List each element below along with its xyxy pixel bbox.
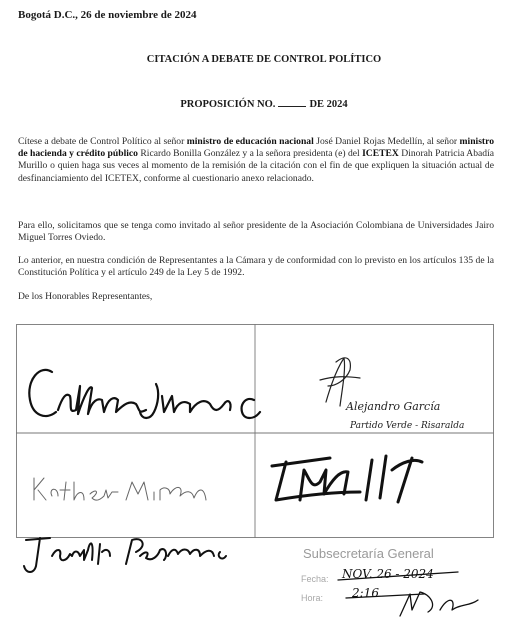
p1-text-3: Ricardo Bonilla González y a la señora presidenta (e) del [137, 148, 363, 160]
p1-text-2: José Daniel Rojas Medellín, al señor [313, 136, 460, 147]
stamp-fecha-value: NOV. 26 - 2024 [342, 567, 434, 581]
signature-alejandro-garcia [320, 358, 360, 406]
proposition-suffix: DE 2024 [309, 99, 348, 110]
proposition-prefix: PROPOSICIÓN NO. [180, 99, 276, 110]
stamp-title: Subsecretaría General [303, 546, 434, 561]
p1-bold-minister-education: ministro de educación nacional [186, 136, 314, 147]
signature-catherine-juvinao [29, 370, 260, 418]
p1-text-1: Cítese a debate de Control Político al señor [18, 136, 187, 147]
paragraph-invitation: Para ello, solicitamos que se tenga como invitado al señor presidente de la Asociación Colombiana de Universidades Jairo Miguel Torres Oviedo. [18, 220, 494, 244]
p1-bold-icetex: ICETEX [362, 148, 399, 160]
signature-alejandro-garcia-text [345, 400, 464, 431]
p1-text-4: Dinorah Patricia Abadía Murillo o quien haga sus veces al momento de la remisión de la citación con el fin de que expliquen la situación actual de desfinanciamiento del ICETEX, conforme al cuestionario anexo relacionado. [18, 148, 495, 184]
signature-fourth [272, 456, 422, 502]
citation-title: CITACIÓN A DEBATE DE CONTROL POLÍTICO [146, 54, 382, 65]
date-line: Bogotá D.C., 26 de noviembre de 2024 [18, 9, 197, 21]
stamp-hora-label: Hora: [301, 593, 324, 603]
signature-katherine-miranda [34, 478, 206, 500]
stamp-fecha-label: Fecha: [301, 574, 329, 584]
stamp-hora-value: 2:16 [352, 586, 379, 600]
p1-bold-minister-finance: ministro de hacienda y crédito público [18, 136, 494, 160]
signature-jennifer-pedraza [24, 538, 226, 572]
sig2-party: Partido Verde - Risaralda [350, 421, 465, 431]
sig2-name: Alejandro García [346, 400, 441, 413]
paragraph-closing: De los Honorables Representantes, [18, 291, 153, 302]
paragraph-legal-basis: Lo anterior, en nuestra condición de Representantes a la Cámara y de conformidad con lo previsto en los artículos 135 de la Constitución Política y el artículo 249 de la Ley 5 de 1992. [18, 255, 494, 279]
